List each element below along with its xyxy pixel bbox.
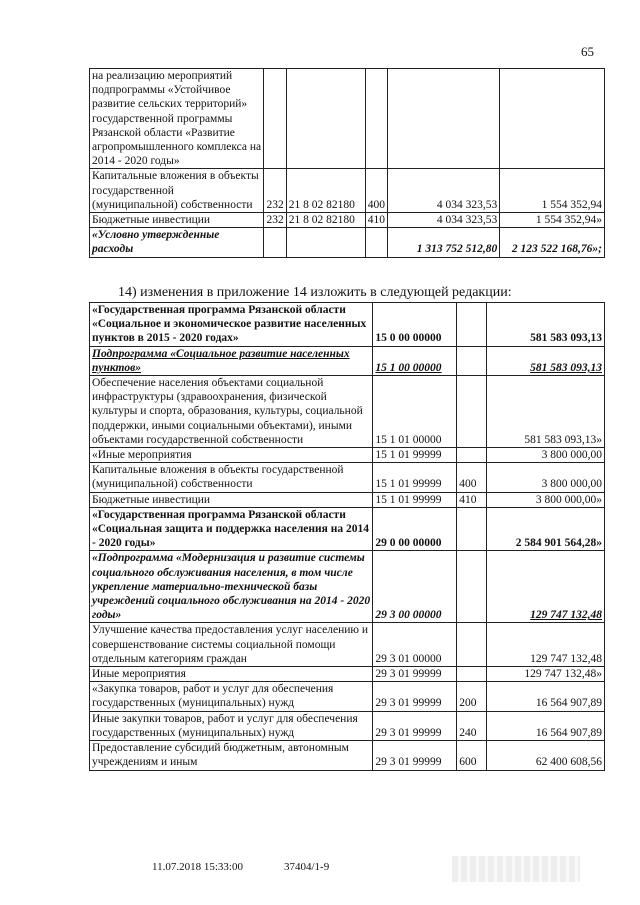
sum: 581 583 093,13 — [487, 346, 605, 375]
row-name: Обеспечение населения объектами социальной инфраструктуры (здравоохранения, физической культуры и спорта, образования, культуры, социальной поддержки, иными социальными объектами), иными объектами государственной собственности — [90, 376, 373, 448]
target-code: 15 1 01 99999 — [373, 448, 457, 463]
type-code: 410 — [365, 213, 387, 228]
sum: 129 747 132,48 — [487, 551, 605, 623]
sum-2020: 2 123 522 168,76»; — [500, 228, 605, 257]
target-code: 29 3 01 00000 — [373, 623, 457, 667]
row-name: Капитальные вложения в объекты государственной (муниципальной) собственности — [90, 463, 373, 492]
table-row — [90, 667, 605, 682]
table-row — [90, 711, 605, 740]
table-row — [90, 213, 605, 228]
table-row — [90, 551, 605, 623]
page-number: 65 — [581, 44, 594, 59]
footer-doc-id: 37404/1-9 — [284, 861, 330, 873]
ministry-code: 232 — [264, 169, 286, 213]
row-name: Иные мероприятия — [90, 667, 373, 682]
sum: 581 583 093,13 — [487, 303, 605, 347]
table-row — [90, 623, 605, 667]
table-row — [90, 448, 605, 463]
row-name: Предоставление субсидий бюджетным, автономным учреждениям и иным — [90, 741, 373, 770]
budget-table-1 — [89, 68, 605, 258]
sum: 129 747 132,48» — [487, 667, 605, 682]
target-code: 15 1 01 99999 — [373, 463, 457, 492]
type-code: 240 — [457, 711, 487, 740]
footer-datetime: 11.07.2018 15:33:00 — [152, 861, 243, 873]
table-row — [90, 346, 605, 375]
sum-2019: 1 313 752 512,80 — [387, 228, 499, 257]
sum: 3 800 000,00 — [487, 463, 605, 492]
sum: 16 564 907,89 — [487, 711, 605, 740]
row-name: на реализацию мероприятий подпрограммы «Устойчивое развитие сельских территорий» государственной программы Рязанской области «Развитие агропромышленного комплекса на 2014 - 2020 годы» — [90, 69, 264, 169]
target-code: 21 8 02 82180 — [286, 169, 365, 213]
table-row — [90, 741, 605, 770]
table-row — [90, 228, 605, 257]
row-name: Капитальные вложения в объекты государственной (муниципальной) собственности — [90, 169, 264, 213]
table-row — [90, 507, 605, 551]
table-row — [90, 376, 605, 448]
type-code: 400 — [457, 463, 487, 492]
row-name: «Иные мероприятия — [90, 448, 373, 463]
row-name: Бюджетные инвестиции — [90, 213, 264, 228]
ministry-code: 232 — [264, 213, 286, 228]
target-code: 29 3 01 99999 — [373, 741, 457, 770]
table-row — [90, 303, 605, 347]
row-name: «Условно утвержденные расходы — [90, 228, 264, 257]
amendment-text: 14) изменения в приложение 14 изложить в следующей редакции: — [118, 285, 512, 300]
row-name: Подпрограмма «Социальное развитие населенных пунктов» — [90, 346, 373, 375]
budget-table-2 — [89, 302, 605, 771]
table-row — [90, 169, 605, 213]
table-row — [90, 492, 605, 507]
sum-2019: 4 034 323,53 — [387, 169, 499, 213]
sum: 581 583 093,13» — [487, 376, 605, 448]
sum: 3 800 000,00» — [487, 492, 605, 507]
sum-2020: 1 554 352,94 — [500, 169, 605, 213]
target-code: 29 3 00 00000 — [373, 551, 457, 623]
row-name: «Государственная программа Рязанской области «Социальная защита и поддержка населения на 2014 - 2020 годы» — [90, 507, 373, 551]
sum: 3 800 000,00 — [487, 448, 605, 463]
type-code: 400 — [365, 169, 387, 213]
target-code: 15 1 01 99999 — [373, 492, 457, 507]
target-code: 29 3 01 99999 — [373, 667, 457, 682]
row-name: «Государственная программа Рязанской области «Социальное и экономическое развитие населенных пунктов в 2015 - 2020 годах» — [90, 303, 373, 347]
target-code: 29 3 01 99999 — [373, 711, 457, 740]
sum: 16 564 907,89 — [487, 682, 605, 711]
row-name: Иные закупки товаров, работ и услуг для обеспечения государственных (муниципальных) нужд — [90, 711, 373, 740]
row-name: Бюджетные инвестиции — [90, 492, 373, 507]
target-code: 21 8 02 82180 — [286, 213, 365, 228]
row-name: «Закупка товаров, работ и услуг для обеспечения государственных (муниципальных) нужд — [90, 682, 373, 711]
row-name: «Подпрограмма «Модернизация и развитие системы социального обслуживания населения, в том числе укрепление материально-технической базы учреждений социального обслуживания на 2014 - 2020 годы» — [90, 551, 373, 623]
table-row — [90, 682, 605, 711]
electronic-signature-stamp — [452, 856, 580, 882]
row-name: Улучшение качества предоставления услуг населению и совершенствование системы социальной помощи отдельным категориям граждан — [90, 623, 373, 667]
type-code: 200 — [457, 682, 487, 711]
sum-2019: 4 034 323,53 — [387, 213, 499, 228]
sum: 62 400 608,56 — [487, 741, 605, 770]
type-code: 600 — [457, 741, 487, 770]
sum: 129 747 132,48 — [487, 623, 605, 667]
type-code: 410 — [457, 492, 487, 507]
table-row — [90, 463, 605, 492]
sum: 2 584 901 564,28» — [487, 507, 605, 551]
target-code: 29 0 00 00000 — [373, 507, 457, 551]
target-code: 15 0 00 00000 — [373, 303, 457, 347]
target-code: 29 3 01 99999 — [373, 682, 457, 711]
target-code: 15 1 00 00000 — [373, 346, 457, 375]
sum-2020: 1 554 352,94» — [500, 213, 605, 228]
table-row — [90, 69, 605, 169]
target-code: 15 1 01 00000 — [373, 376, 457, 448]
